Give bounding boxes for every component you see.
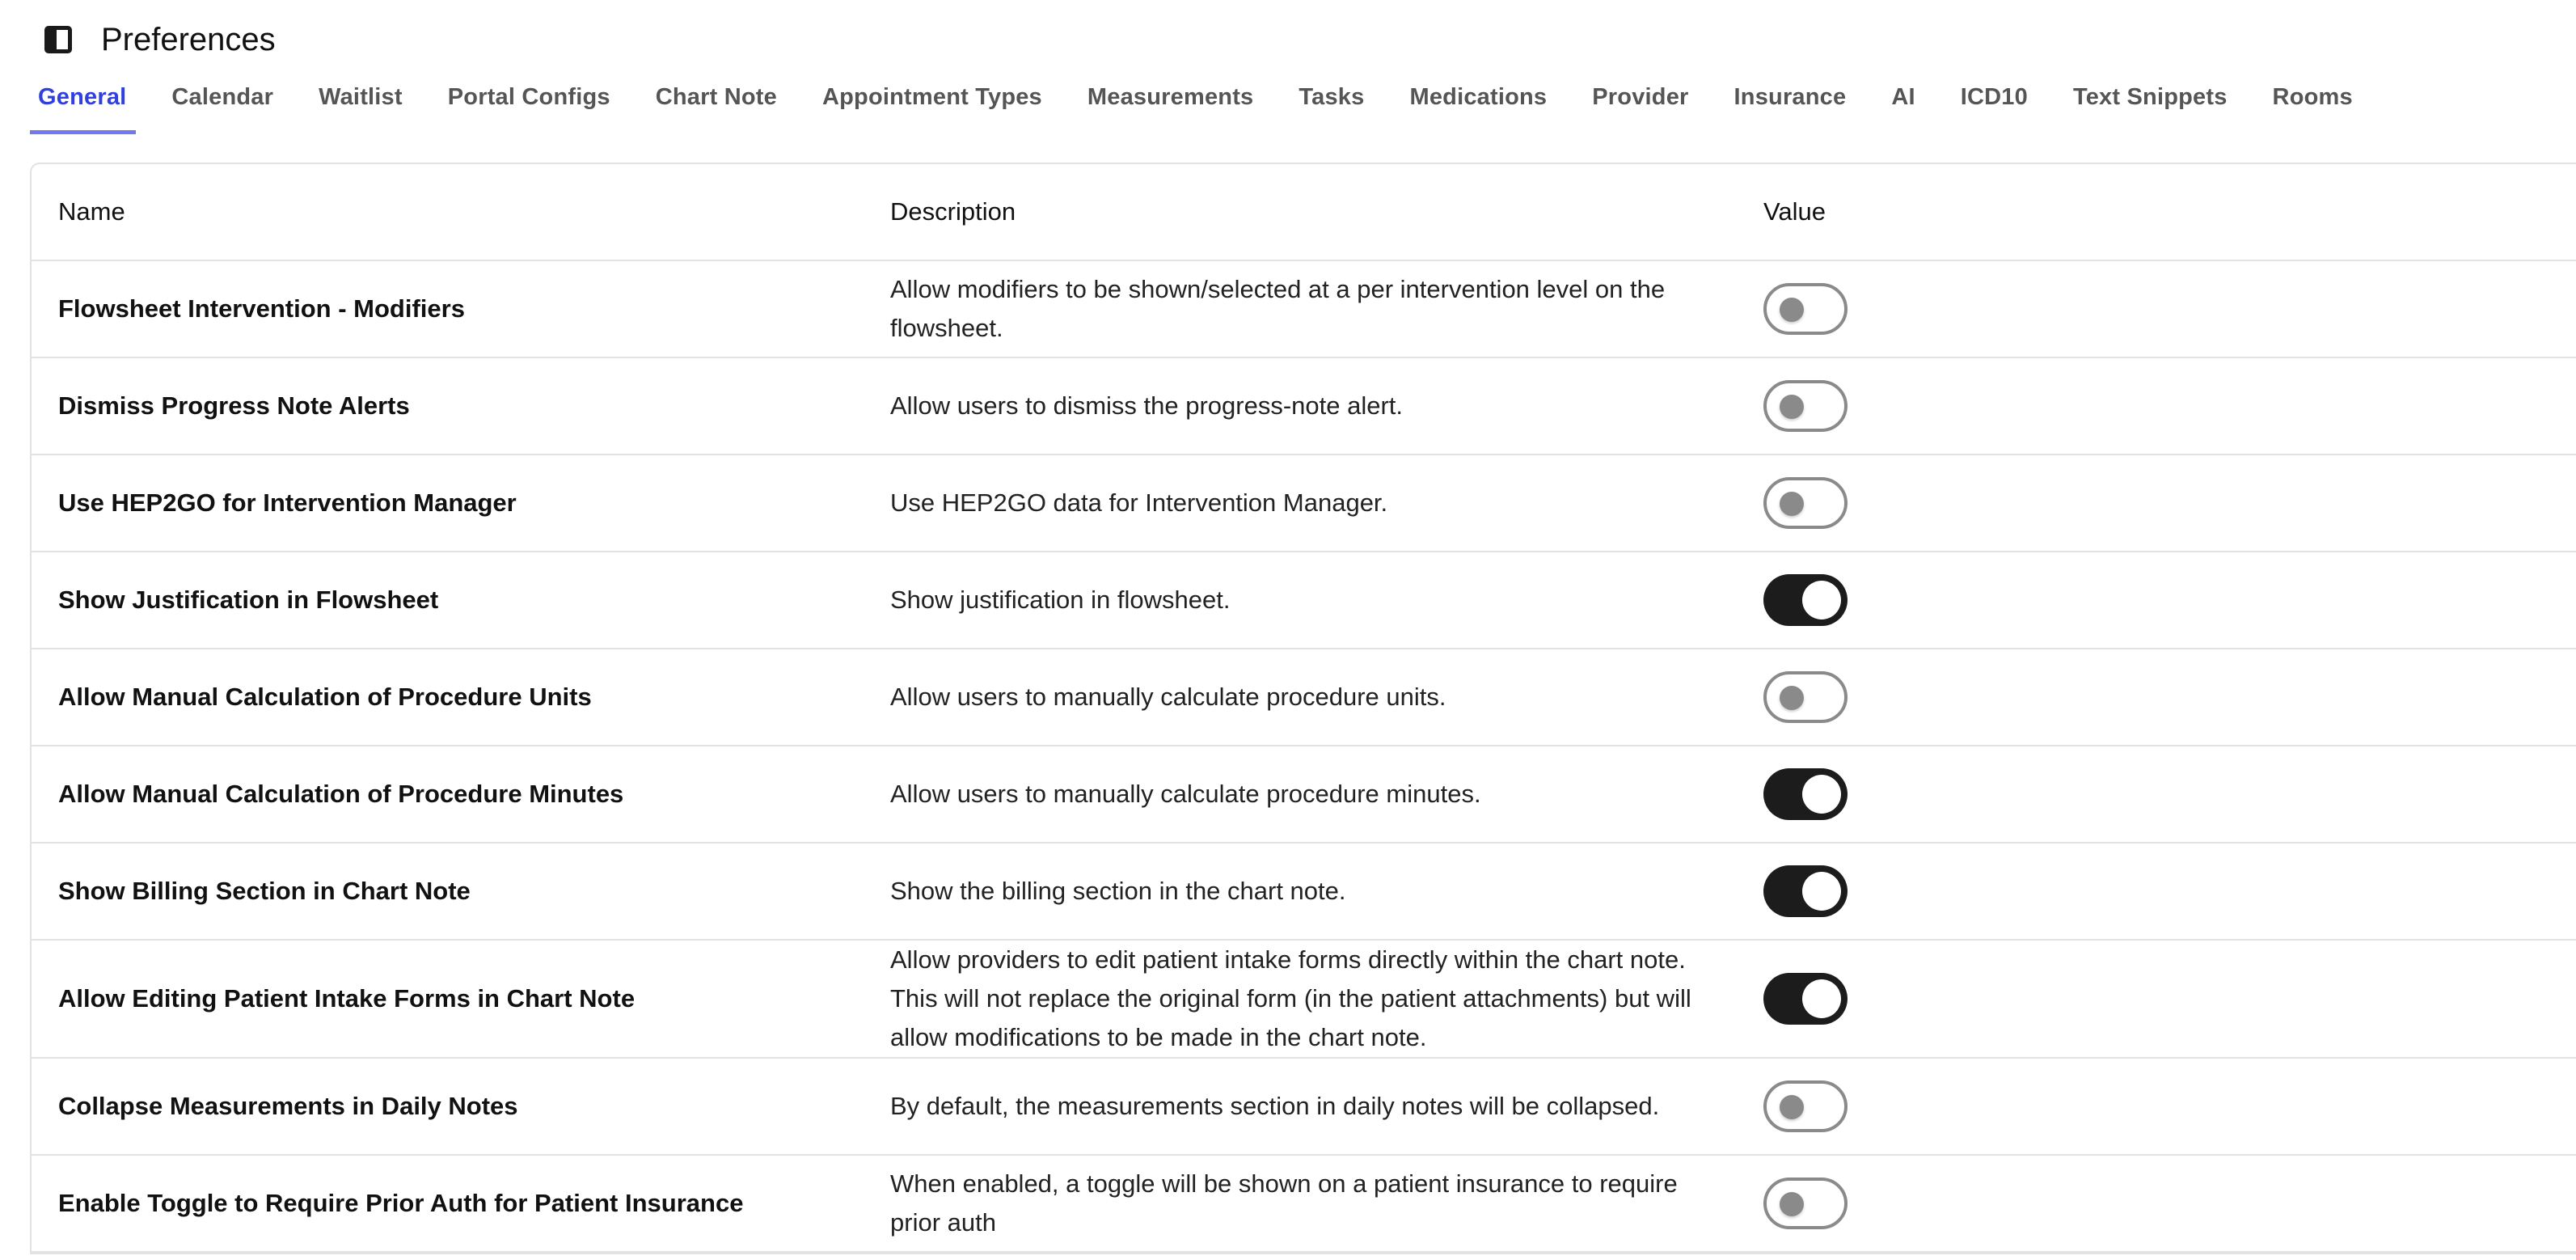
tab-portal-configs[interactable]: Portal Configs bbox=[447, 84, 610, 110]
preference-name: Allow Editing Patient Intake Forms in Chart Note bbox=[58, 984, 636, 1013]
preference-description: Allow users to dismiss the progress-note alert. bbox=[890, 391, 1404, 420]
page-title: Preferences bbox=[101, 21, 276, 57]
toggle-knob bbox=[1780, 1095, 1804, 1119]
table-row bbox=[32, 261, 2576, 358]
preference-toggle[interactable] bbox=[1763, 865, 1848, 917]
preference-name: Use HEP2GO for Intervention Manager bbox=[58, 488, 517, 517]
preference-description: Allow users to manually calculate procedure units. bbox=[890, 683, 1446, 711]
tab-waitlist[interactable]: Waitlist bbox=[319, 84, 403, 110]
tab-rooms[interactable]: Rooms bbox=[2272, 84, 2353, 110]
preference-description: Allow providers to edit patient intake forms directly within the chart note. This will not replace the original form (in the patient attachments) but will allow modifications to be made in the chart note. bbox=[890, 945, 1691, 1051]
preference-toggle[interactable] bbox=[1763, 283, 1848, 335]
preference-toggle[interactable] bbox=[1763, 1178, 1848, 1229]
preference-toggle[interactable] bbox=[1763, 1080, 1848, 1132]
table-row bbox=[32, 455, 2576, 552]
preference-toggle[interactable] bbox=[1763, 574, 1848, 626]
table-row bbox=[32, 552, 2576, 649]
tab-calendar[interactable]: Calendar bbox=[171, 84, 274, 110]
preference-toggle[interactable] bbox=[1763, 768, 1848, 820]
tab-text-snippets[interactable]: Text Snippets bbox=[2072, 84, 2228, 110]
tab-measurements[interactable]: Measurements bbox=[1087, 84, 1254, 110]
table-row bbox=[32, 1059, 2576, 1156]
preference-toggle[interactable] bbox=[1763, 477, 1848, 529]
preference-toggle[interactable] bbox=[1763, 671, 1848, 723]
preference-name: Allow Manual Calculation of Procedure Units bbox=[58, 683, 592, 711]
preference-description: Use HEP2GO data for Intervention Manager. bbox=[890, 488, 1388, 517]
tab-provider[interactable]: Provider bbox=[1592, 84, 1689, 110]
toggle-knob bbox=[1780, 298, 1804, 322]
toggle-knob bbox=[1802, 979, 1841, 1018]
preference-name: Show Justification in Flowsheet bbox=[58, 586, 439, 614]
table-row bbox=[32, 649, 2576, 746]
preference-name: Dismiss Progress Note Alerts bbox=[58, 391, 410, 420]
preference-description: By default, the measurements section in daily notes will be collapsed. bbox=[890, 1092, 1660, 1120]
page-header bbox=[44, 18, 276, 61]
table-row bbox=[32, 844, 2576, 941]
preference-name: Allow Manual Calculation of Procedure Minutes bbox=[58, 780, 624, 808]
tab-bar bbox=[30, 79, 2375, 136]
sidebar-toggle-icon[interactable] bbox=[44, 26, 72, 53]
preference-description: Allow modifiers to be shown/selected at a per intervention level on the flowsheet. bbox=[890, 275, 1666, 342]
preference-name: Flowsheet Intervention - Modifiers bbox=[58, 294, 465, 323]
preference-description: Show justification in flowsheet. bbox=[890, 586, 1231, 614]
table-row bbox=[32, 1156, 2576, 1253]
preference-name: Collapse Measurements in Daily Notes bbox=[58, 1092, 518, 1120]
tab-ai[interactable]: AI bbox=[1891, 84, 1915, 110]
preference-name: Enable Toggle to Require Prior Auth for Patient Insurance bbox=[58, 1189, 744, 1217]
column-header-value: Value bbox=[1763, 197, 1826, 226]
preferences-table bbox=[30, 163, 2576, 1254]
table-row bbox=[32, 746, 2576, 844]
tab-chart-note[interactable]: Chart Note bbox=[655, 84, 777, 110]
tab-medications[interactable]: Medications bbox=[1409, 84, 1548, 110]
preference-toggle[interactable] bbox=[1763, 973, 1848, 1025]
preference-description: Show the billing section in the chart note. bbox=[890, 877, 1346, 905]
preference-name: Show Billing Section in Chart Note bbox=[58, 877, 471, 905]
toggle-knob bbox=[1802, 872, 1841, 911]
tab-insurance[interactable]: Insurance bbox=[1734, 84, 1847, 110]
table-row bbox=[32, 358, 2576, 455]
preference-description: Allow users to manually calculate procedure minutes. bbox=[890, 780, 1481, 808]
preference-toggle[interactable] bbox=[1763, 380, 1848, 432]
toggle-knob bbox=[1802, 775, 1841, 814]
column-header-name: Name bbox=[58, 197, 125, 226]
column-header-description: Description bbox=[890, 197, 1016, 226]
tab-icd10[interactable]: ICD10 bbox=[1960, 84, 2028, 110]
tab-appointment-types[interactable]: Appointment Types bbox=[821, 84, 1042, 110]
tab-tasks[interactable]: Tasks bbox=[1299, 84, 1365, 110]
toggle-knob bbox=[1802, 581, 1841, 619]
table-row bbox=[32, 941, 2576, 1059]
toggle-knob bbox=[1780, 492, 1804, 516]
preference-description: When enabled, a toggle will be shown on a patient insurance to require prior auth bbox=[890, 1169, 1678, 1237]
table-header bbox=[32, 164, 2576, 261]
tab-general[interactable]: General bbox=[38, 79, 126, 128]
toggle-knob bbox=[1780, 1192, 1804, 1216]
toggle-knob bbox=[1780, 395, 1804, 419]
toggle-knob bbox=[1780, 686, 1804, 710]
